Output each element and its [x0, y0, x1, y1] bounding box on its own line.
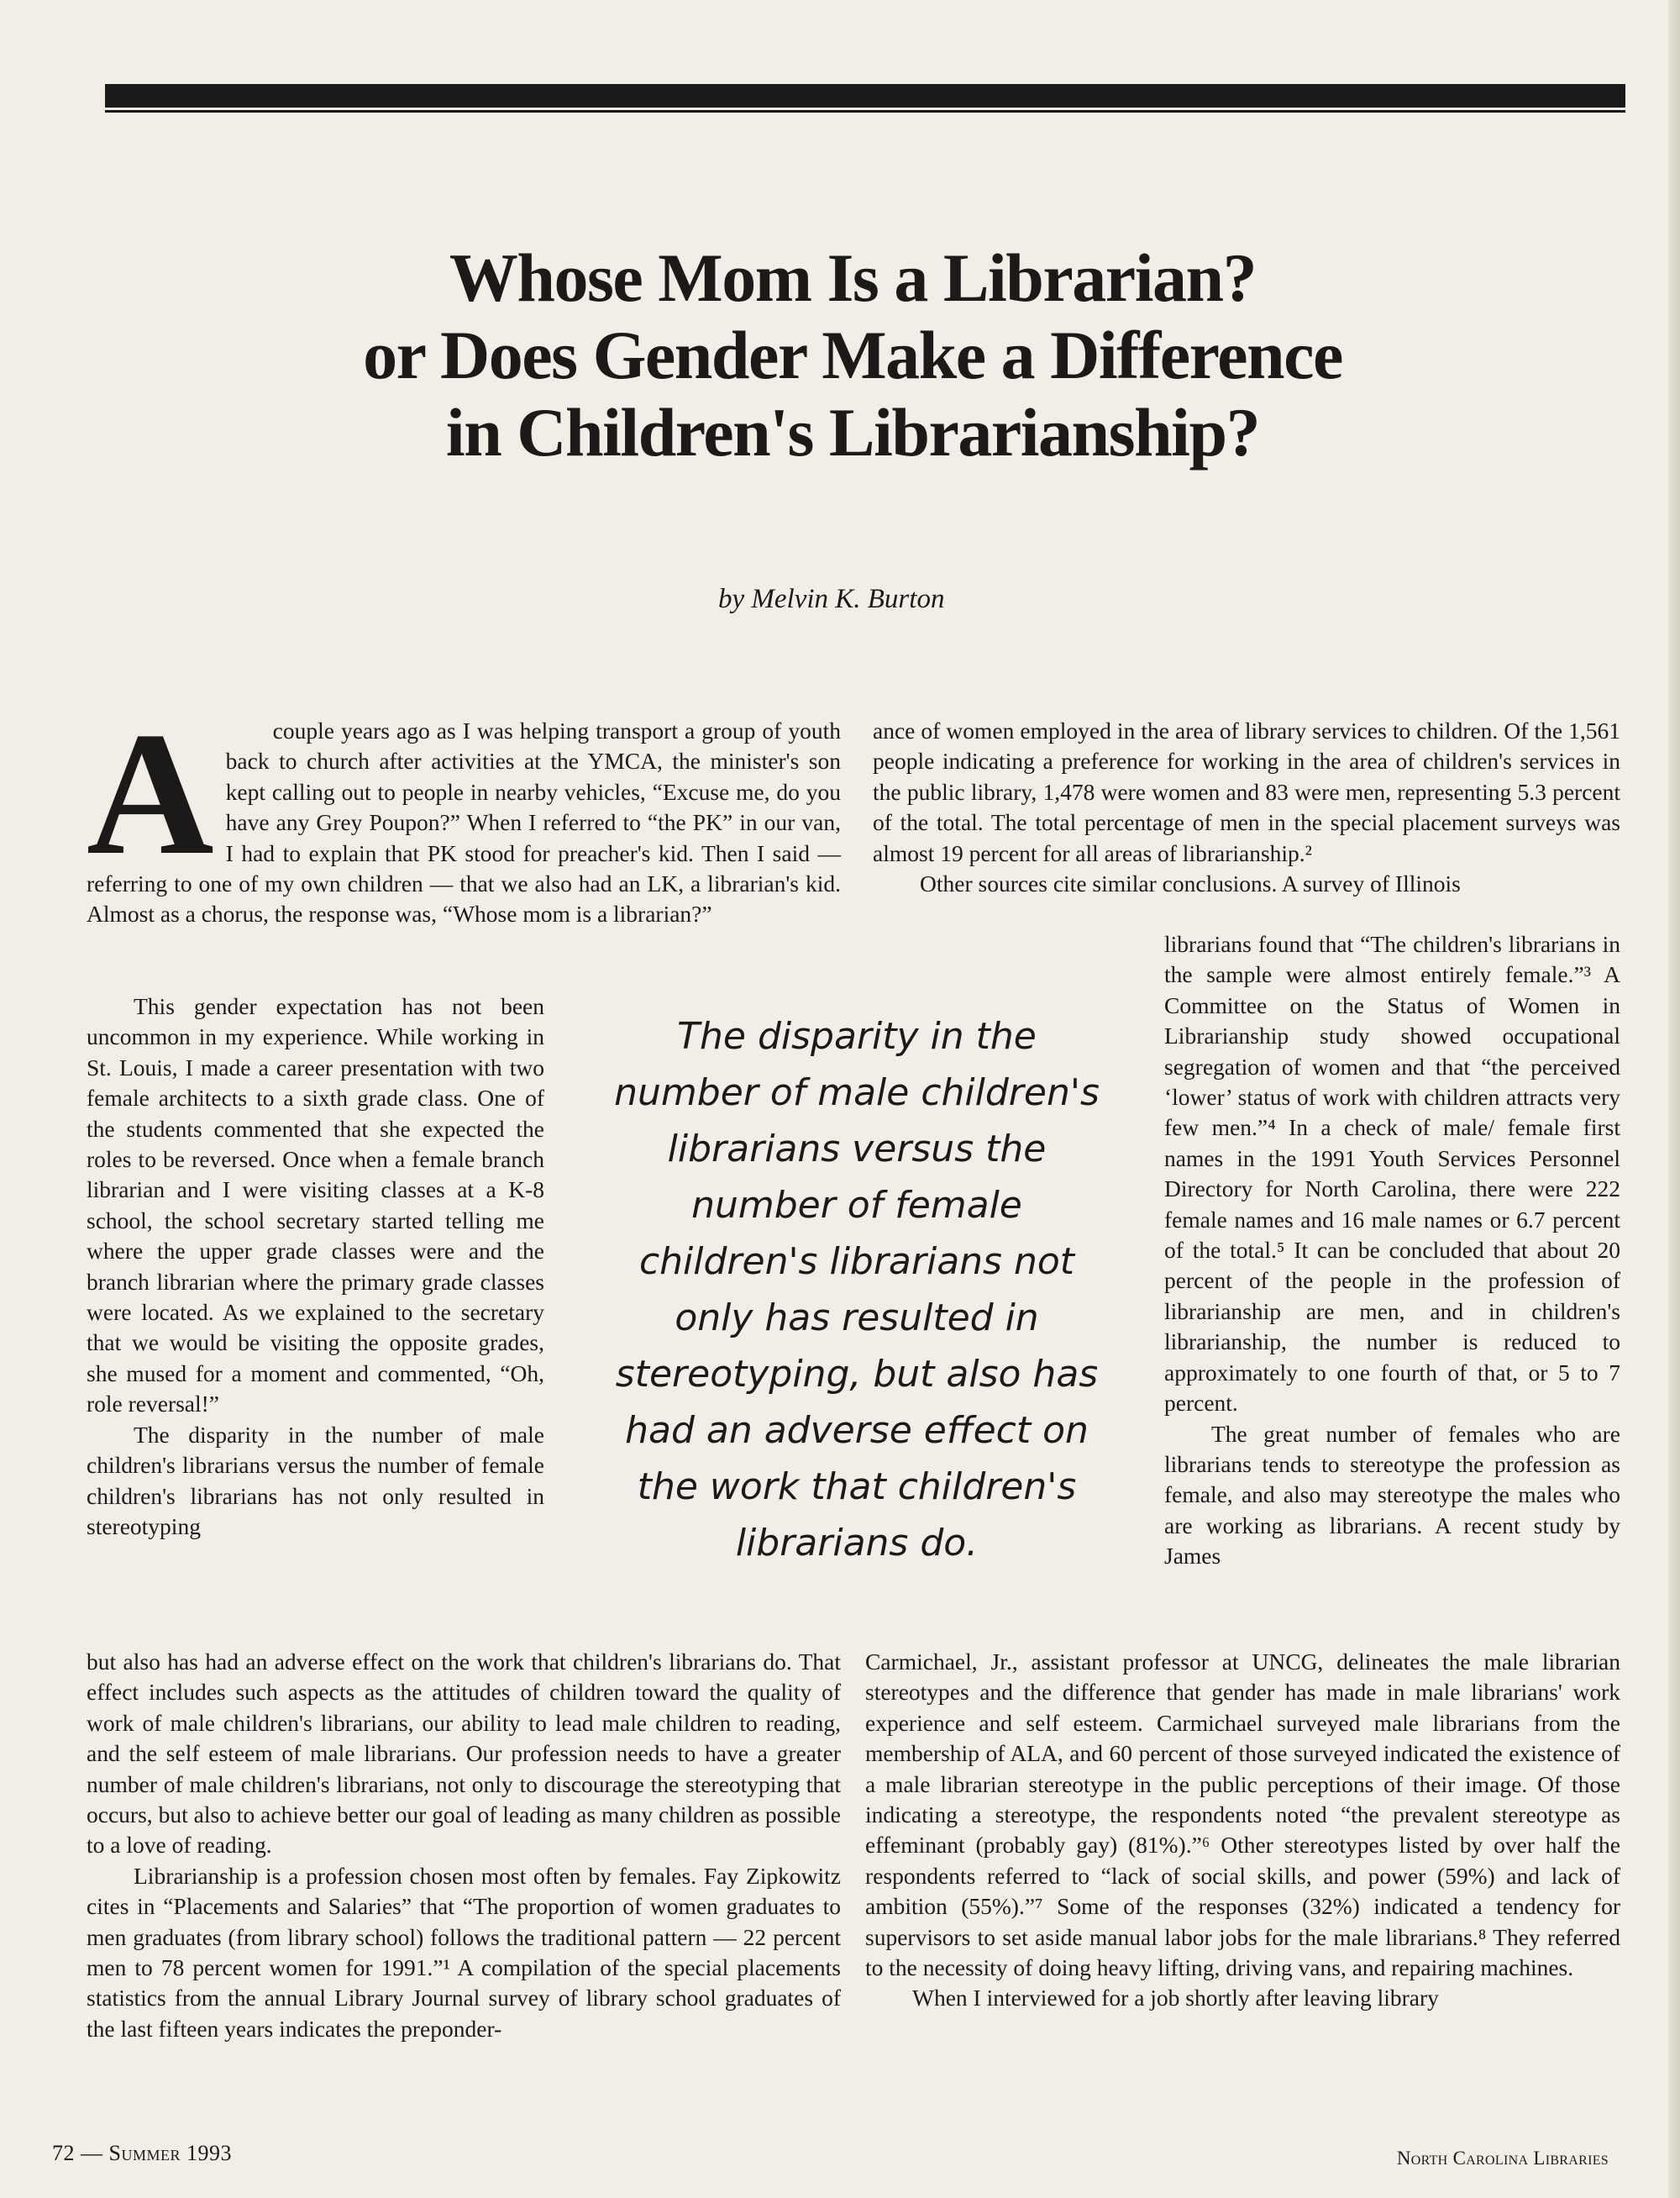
header-rule-thick: [105, 84, 1625, 108]
pull-quote-line: librarians do.: [735, 1522, 979, 1564]
pull-quote-line: the work that children's: [637, 1465, 1077, 1508]
paragraph: When I interviewed for a job shortly after leaving library: [912, 1985, 1439, 2011]
publication-name-footer: North Carolina Libraries: [1396, 2148, 1609, 2169]
pull-quote-line: had an adverse effect on: [625, 1409, 1089, 1452]
pull-quote: [588, 1008, 1126, 1571]
column-2-bottom: [865, 1647, 1620, 2014]
column-2-top: [873, 716, 1620, 899]
column-2-narrow: [1164, 929, 1620, 1572]
title-line-2: or Does Gender Make a Difference: [363, 317, 1342, 393]
drop-cap: A: [87, 697, 214, 891]
paragraph: Carmichael, Jr., assistant professor at UNCG, delineates the male librarian stereotypes and the difference that gender has made in male librarians' work experience and self esteem. Carmichael surveyed male librarians from the membership of ALA, and 60 percent of those surveyed indicated the existence of a male librarian stereotype in the public perceptions of their image. Of those indicating a stereotype, the respondents noted “the prevalent stereotype as effeminant (probably gay) (81%).”⁶ Other stereotypes listed by over half the respondents referred to “lack of social skills, and power (59%) and lack of ambition (55%).”⁷ Some of the responses (32%) indicated a tendency for supervisors to set aside manual labor jobs for the male librarians.⁸ They referred to the necessity of doing heavy lifting, driving vans, and repairing machines.: [865, 1648, 1620, 1981]
column-1-narrow: [87, 991, 544, 1542]
paragraph: librarians found that “The children's librarians in the sample were almost entirely female.”³ A Committee on the Status of Women in Librarianship study showed occupational segregation of women and that “the perceived ‘lower’ status of work with children attracts very few men.”⁴ In a check of male/ female first names in the 1991 Youth Services Personnel Directory for North Carolina, there were 222 female names and 16 male names or 6.7 percent of the total.⁵ It can be concluded that about 20 percent of the people in the profession of librarianship are men, and in children's librarianship, the number is reduced to approximately to one fourth of that, or 5 to 7 percent.: [1164, 931, 1620, 1417]
paragraph: ance of women employed in the area of library services to children. Of the 1,561 people indicating a preference for working in the area of children's services in the public library, 1,478 were women and 83 were men, representing 5.3 percent of the total. The total percentage of men in the special placement surveys was almost 19 percent for all areas of librarianship.²: [873, 718, 1620, 866]
paragraph: but also has had an adverse effect on the work that children's librarians do. That effect includes such aspects as the attitudes of children toward the quality of work of male children's librarians, our ability to lead male children to reading, and the self esteem of male librarians. Our profession needs to have a greater number of male children's librarians, not only to discourage the stereotyping that occurs, but also to achieve better our goal of leading as many children as possible to a love of reading.: [87, 1648, 841, 1859]
column-1-bottom: [87, 1647, 841, 2044]
page-number-footer: 72 — Summer 1993: [52, 2141, 232, 2165]
header-rule-thin: [105, 110, 1625, 113]
pull-quote-line: The disparity in the: [677, 1015, 1037, 1058]
page-edge: [1668, 0, 1680, 2198]
article-title: [134, 239, 1571, 471]
paragraph: This gender expectation has not been uncommon in my experience. While working in St. Louis, I made a career presentation with two female architects to a sixth grade class. One of the students commented that she expected the roles to be reversed. Once when a female branch librarian and I were visiting classes at a K-8 school, the school secretary started telling me where the upper grade classes were and the branch librarian where the primary grade classes were located. As we explained to the secretary that we would be visiting the opposite grades, she mused for a moment and commented, “Oh, role reversal!”: [87, 993, 544, 1417]
pull-quote-line: number of male children's: [614, 1071, 1100, 1114]
paragraph: The great number of females who are librarians tends to stereotype the profession as female, and also may stereotype the males who are working as librarians. A recent study by James: [1164, 1420, 1620, 1570]
pull-quote-line: librarians versus the: [667, 1128, 1047, 1170]
pull-quote-line: only has resulted in: [675, 1296, 1039, 1339]
paragraph: couple years ago as I was helping transport a group of youth back to church after activities at the YMCA, the minister's son kept calling out to people in nearby vehicles, “Excuse me, do you have any Grey Poupon?” When I referred to “the PK” in our van, I had to explain that PK stood for preacher's kid. Then I said — referring to one of my own children — that we also had an LK, a librarian's kid. Almost as a chorus, the response was, “Whose mom is a librarian?”: [87, 718, 841, 928]
pull-quote-line: stereotyping, but also has: [615, 1353, 1099, 1396]
pull-quote-line: number of female: [691, 1184, 1022, 1227]
pull-quote-line: children's librarians not: [638, 1240, 1075, 1283]
title-line-3: in Children's Librarianship?: [445, 394, 1260, 471]
paragraph: The disparity in the number of male children's librarians versus the number of female children's librarians has not only resulted in stereotyping: [87, 1421, 544, 1539]
column-1-top: [87, 697, 841, 930]
paragraph: Librarianship is a profession chosen most often by females. Fay Zipkowitz cites in “Placements and Salaries” that “The proportion of women graduates to men graduates (from library school) follows the traditional pattern — 22 percent men to 78 percent women for 1991.”¹ A compilation of the special placements statistics from the annual Library Journal survey of library school graduates of the last fifteen years indicates the preponder-: [87, 1862, 841, 2042]
title-line-1: Whose Mom Is a Librarian?: [449, 239, 1257, 316]
paragraph: Other sources cite similar conclusions. A survey of Illinois: [920, 870, 1461, 897]
byline: by Melvin K. Burton: [718, 584, 945, 614]
